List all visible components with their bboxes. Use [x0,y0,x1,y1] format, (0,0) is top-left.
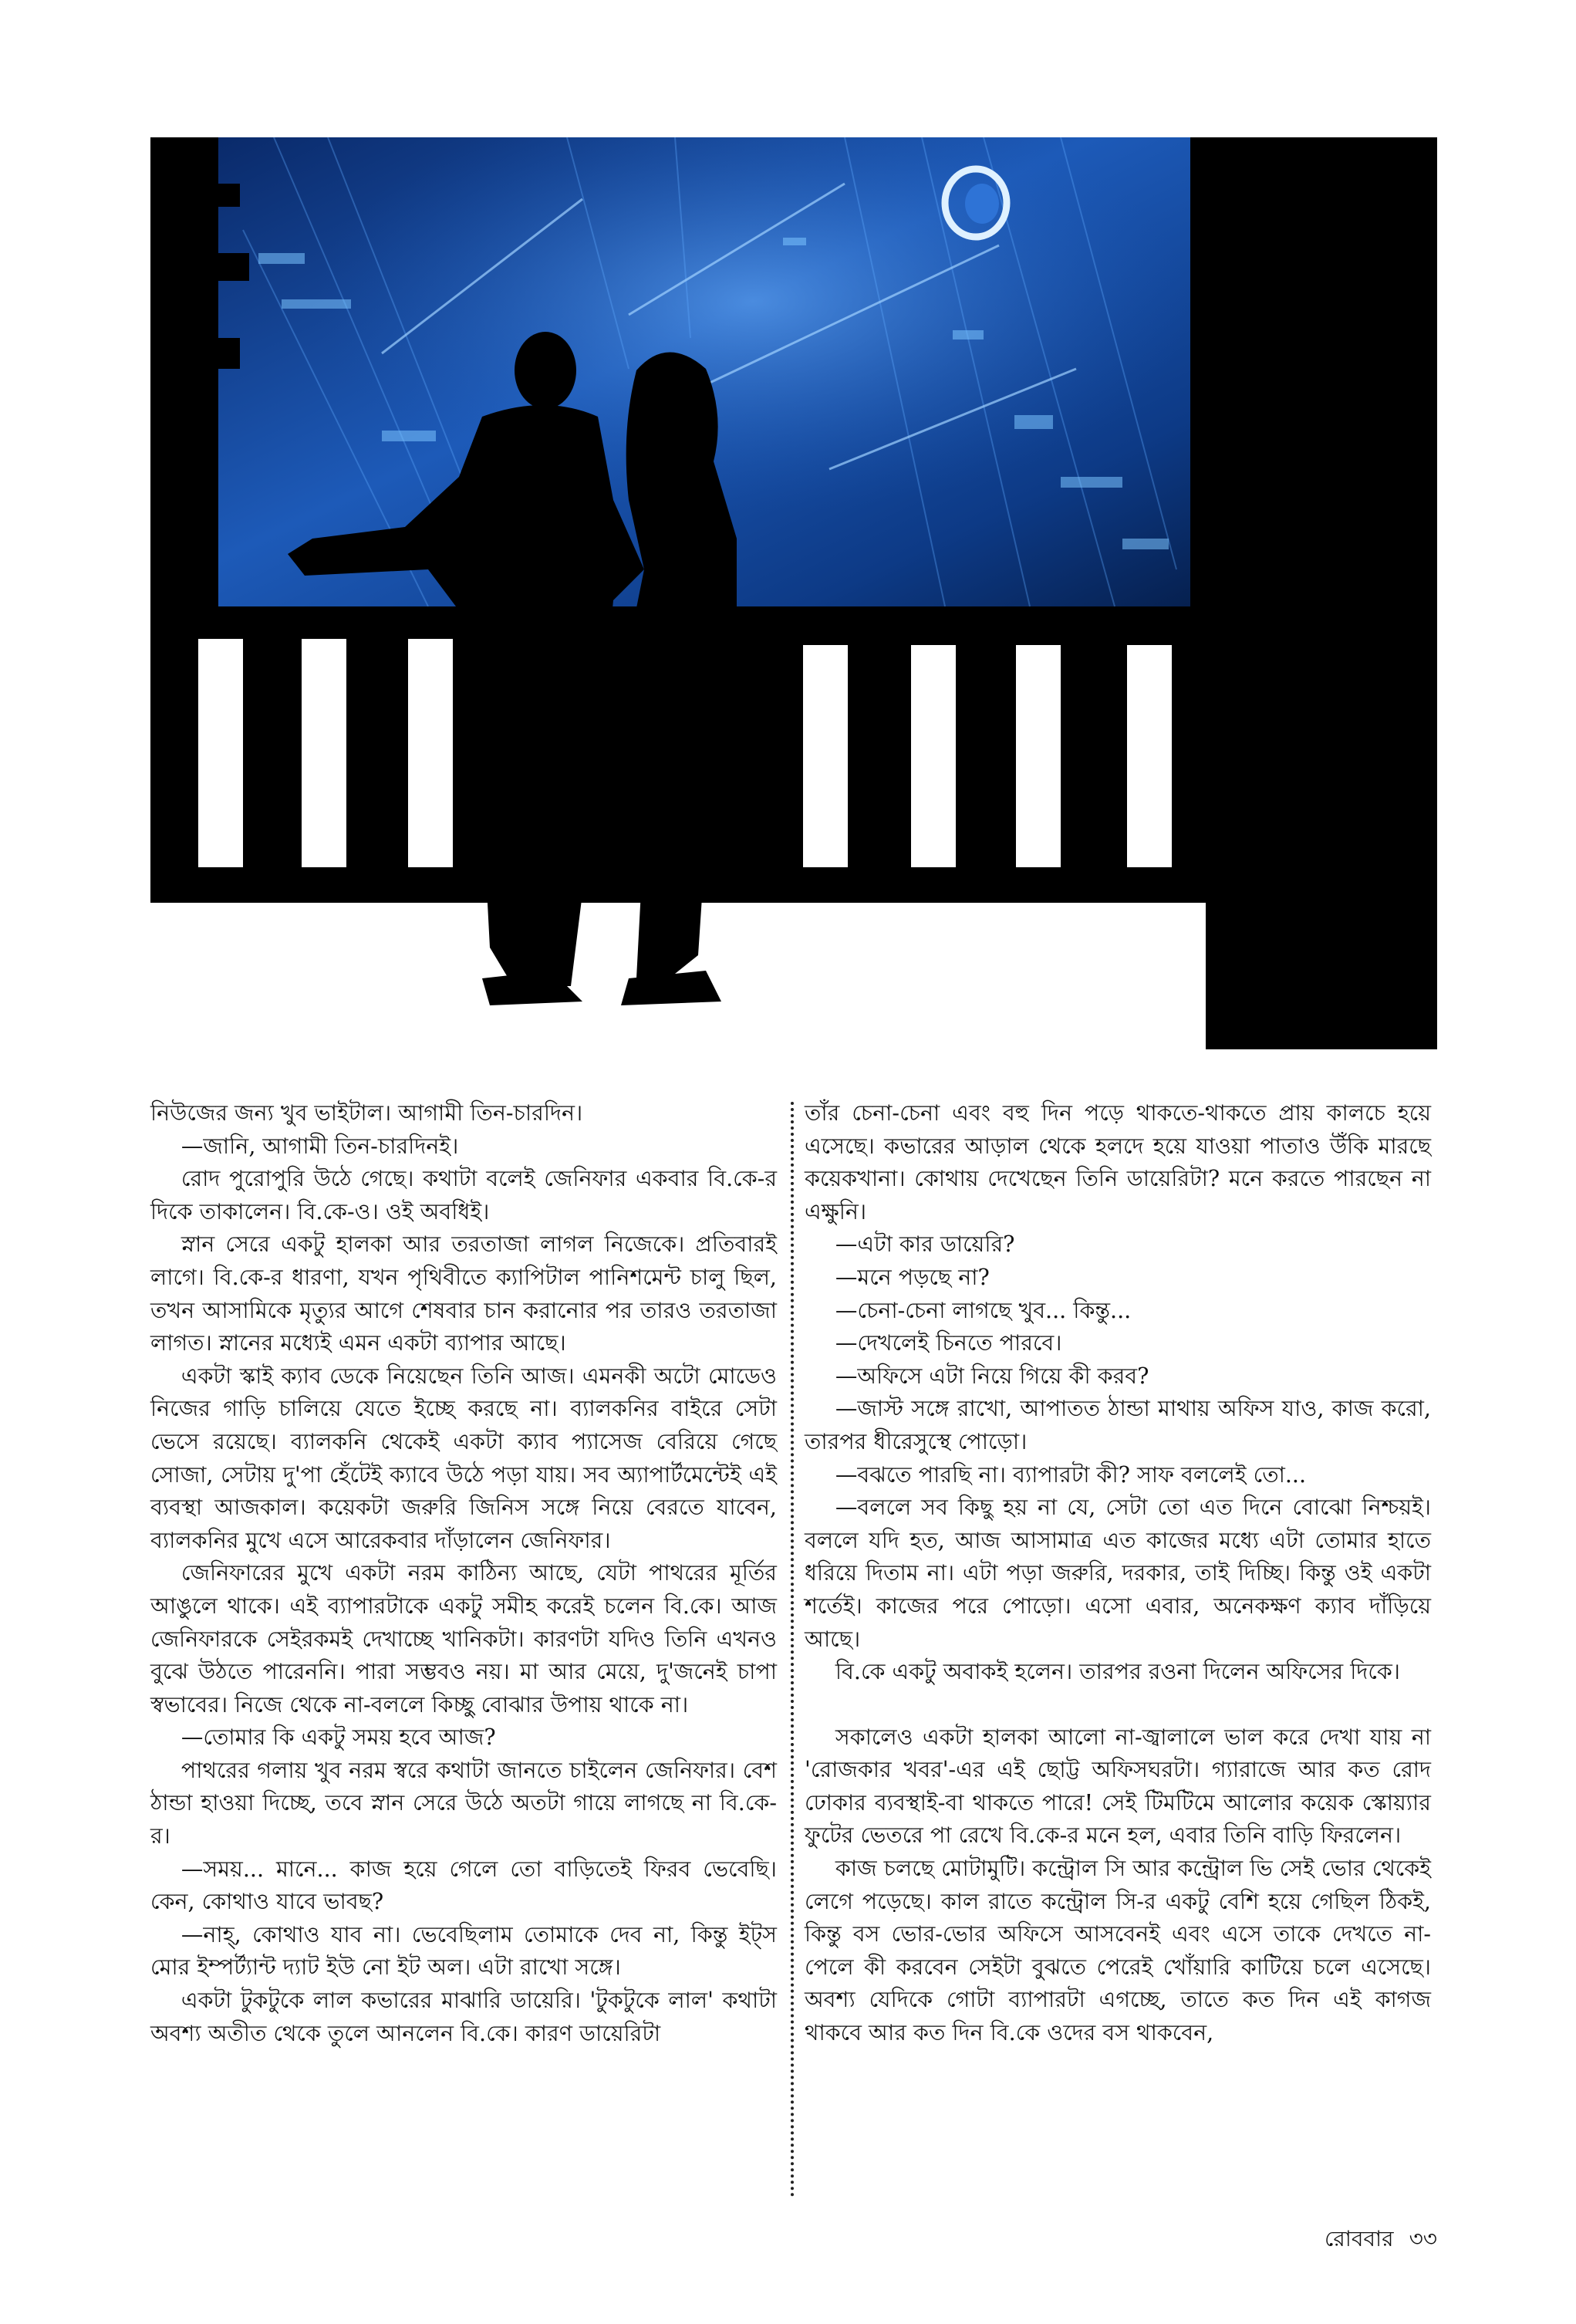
paragraph: —বললে সব কিছু হয় না যে, সেটা তো এত দিনে বোঝো নিশ্চয়ই। বললে যদি হত, আজ আসামাত্র এত কাজের মধ্যে এটা তোমার হাতে ধরিয়ে দিতাম না। এটা পড়া জরুরি, দরকার, তাই দিচ্ছি। কিন্তু ওই একটা শর্তেই। কাজের পরে পোড়ো। এসো এবার, অনেকক্ষণ ক্যাব দাঁড়িয়ে আছে। [805,1495,1431,1652]
paragraph: —বঝতে পারছি না। ব্যাপারটা কী? সাফ বললেই তো... [835,1461,1307,1488]
paragraph: —মনে পড়ছে না? [835,1264,990,1290]
column-divider [791,1102,794,2197]
paragraph: —সময়... মানে... কাজ হয়ে গেলে তো বাড়িতেই ফিরব ভেবেছি। কেন, কোথাও যাবে ভাবছ? [150,1856,777,1915]
left-column [150,1097,777,2050]
paragraph: —জাস্ট সঙ্গে রাখো, আপাতত ঠান্ডা মাথায় অফিস যাও, কাজ করো, তারপর ধীরেসুস্থে পোড়ো। [805,1396,1431,1454]
magazine-name: রোববার [1325,2226,1394,2251]
paragraph: একটা টুকটুকে লাল কভারের মাঝারি ডায়েরি। 'টুকটুকে লাল' কথাটা অবশ্য অতীত থেকে তুলে আনলেন বি.কে। কারণ ডায়েরিটা [150,1988,777,2046]
paragraph: নিউজের জন্য খুব ভাইটাল। আগামী তিন-চারদিন। [150,1100,583,1126]
paragraph: —জানি, আগামী তিন-চারদিনই। [181,1133,459,1159]
paragraph: পাথরের গলায় খুব নরম স্বরে কথাটা জানতে চাইলেন জেনিফার। বেশ ঠান্ডা হাওয়া দিচ্ছে, তবে স্নান সেরে উঠে অতটা গায়ে লাগছে না বি.কে-র। [150,1757,777,1849]
paragraph: —তোমার কি একটু সময় হবে আজ? [181,1724,496,1751]
paragraph: জেনিফারের মুখে একটা নরম কাঠিন্য আছে, যেটা পাথরের মূর্তির আঙুলে থাকে। এই ব্যাপারটাকে একটু সমীহ করেই চলেন বি.কে। আজ জেনিফারকে সেইরকমই দেখাচ্ছে খানিকটা। কারণটা যদিও তিনি এখনও বুঝে উঠতে পারেননি। পারা সম্ভবও নয়। মা আর মেয়ে, দু'জনেই চাপা স্বভাবের। নিজে থেকে না-বললে কিচ্ছু বোঝার উপায় থাকে না। [150,1560,777,1718]
paragraph: —অফিসে এটা নিয়ে গিয়ে কী করব? [835,1363,1149,1389]
paragraph: রোদ পুরোপুরি উঠে গেছে। কথাটা বলেই জেনিফার একবার বি.কে-র দিকে তাকালেন। বি.কে-ও। ওই অবধিই। [150,1166,777,1224]
paragraph: বি.কে একটু অবাকই হলেন। তারপর রওনা দিলেন অফিসের দিকে। [835,1659,1400,1685]
paragraph: —দেখলেই চিনতে পারবে। [835,1330,1062,1356]
paragraph: স্নান সেরে একটু হালকা আর তরতাজা লাগল নিজেকে। প্রতিবারই লাগে। বি.কে-র ধারণা, যখন পৃথিবীতে ক্যাপিটাল পানিশমেন্ট চালু ছিল, তখন আসামিকে মৃত্যুর আগে শেষবার চান করানোর পর তারও তরতাজা লাগত। স্নানের মধ্যেই এমন একটা ব্যাপার আছে। [150,1231,777,1356]
right-column [805,1097,1431,2050]
paragraph: —এটা কার ডায়েরি? [835,1231,1015,1258]
paragraph: কাজ চলছে মোটামুটি। কন্ট্রোল সি আর কন্ট্রোল ভি সেই ভোর থেকেই লেগে পড়েছে। কাল রাতে কন্ট্রোল সি-র একটু বেশি হয়ে গেছিল ঠিকই, কিন্তু বস ভোর-ভোর অফিসে আসবেনই এবং এসে তাকে দেখতে না-পেলে কী করবেন সেইটা বুঝতে পেরেই খোঁয়ারি কাটিয়ে চলে এসেছে। অবশ্য যেদিকে গোটা ব্যাপারটা এগচ্ছে, তাতে কত দিন এই কাগজ থাকবে আর কত দিন বি.কে ওদের বস থাকবেন, [805,1856,1431,2046]
paragraph: —চেনা-চেনা লাগছে খুব... কিন্তু... [835,1297,1132,1323]
paragraph: তাঁর চেনা-চেনা এবং বহু দিন পড়ে থাকতে-থাকতে প্রায় কালচে হয়ে এসেছে। কভারের আড়াল থেকে হলদে হয়ে যাওয়া পাতাও উঁকি মারছে কয়েকখানা। কোথায় দেখেছেন তিনি ডায়েরিটা? মনে করতে পারছেন না এক্ষুনি। [805,1100,1431,1224]
paragraph: —নাহ্, কোথাও যাব না। ভেবেছিলাম তোমাকে দেব না, কিন্তু ইট্‌স মোর ইম্পর্ট্যান্ট দ্যাট ইউ নো ইট অল। এটা রাখো সঙ্গে। [150,1921,777,1981]
paragraph: সকালেও একটা হালকা আলো না-জ্বালালে ভাল করে দেখা যায় না 'রোজকার খবর'-এর এই ছোট্ট অফিসঘরটা। গ্যারাজে আর কত রোদ ঢোকার ব্যবস্থাই-বা থাকতে পারে! সেই টিমটিমে আলোর কয়েক স্কোয়্যার ফুটের ভেতরে পা রেখে বি.কে-র মনে হল, এবার তিনি বাড়ি ফিরলেন। [805,1724,1431,1849]
paragraph: একটা স্কাই ক্যাব ডেকে নিয়েছেন তিনি আজ। এমনকী অটো মোডেও নিজের গাড়ি চালিয়ে যেতে ইচ্ছে করছে না। ব্যালকনির বাইরে সেটা ভেসে রয়েছে। ব্যালকনি থেকেই একটা ক্যাব প্যাসেজ বেরিয়ে গেছে সোজা, সেটায় দু'পা হেঁটেই ক্যাবে উঠে পড়া যায়। সব অ্যাপার্টমেন্টেই এই ব্যবস্থা আজকাল। কয়েকটা জরুরি জিনিস সঙ্গে নিয়ে বেরতে যাবেন, ব্যালকনির মুখে এসে আরেকবার দাঁড়ালেন জেনিফার। [150,1363,777,1553]
balcony-silhouette-illustration [150,137,1437,1049]
page-footer [1325,2222,1437,2258]
page-number: ৩৩ [1409,2226,1437,2251]
